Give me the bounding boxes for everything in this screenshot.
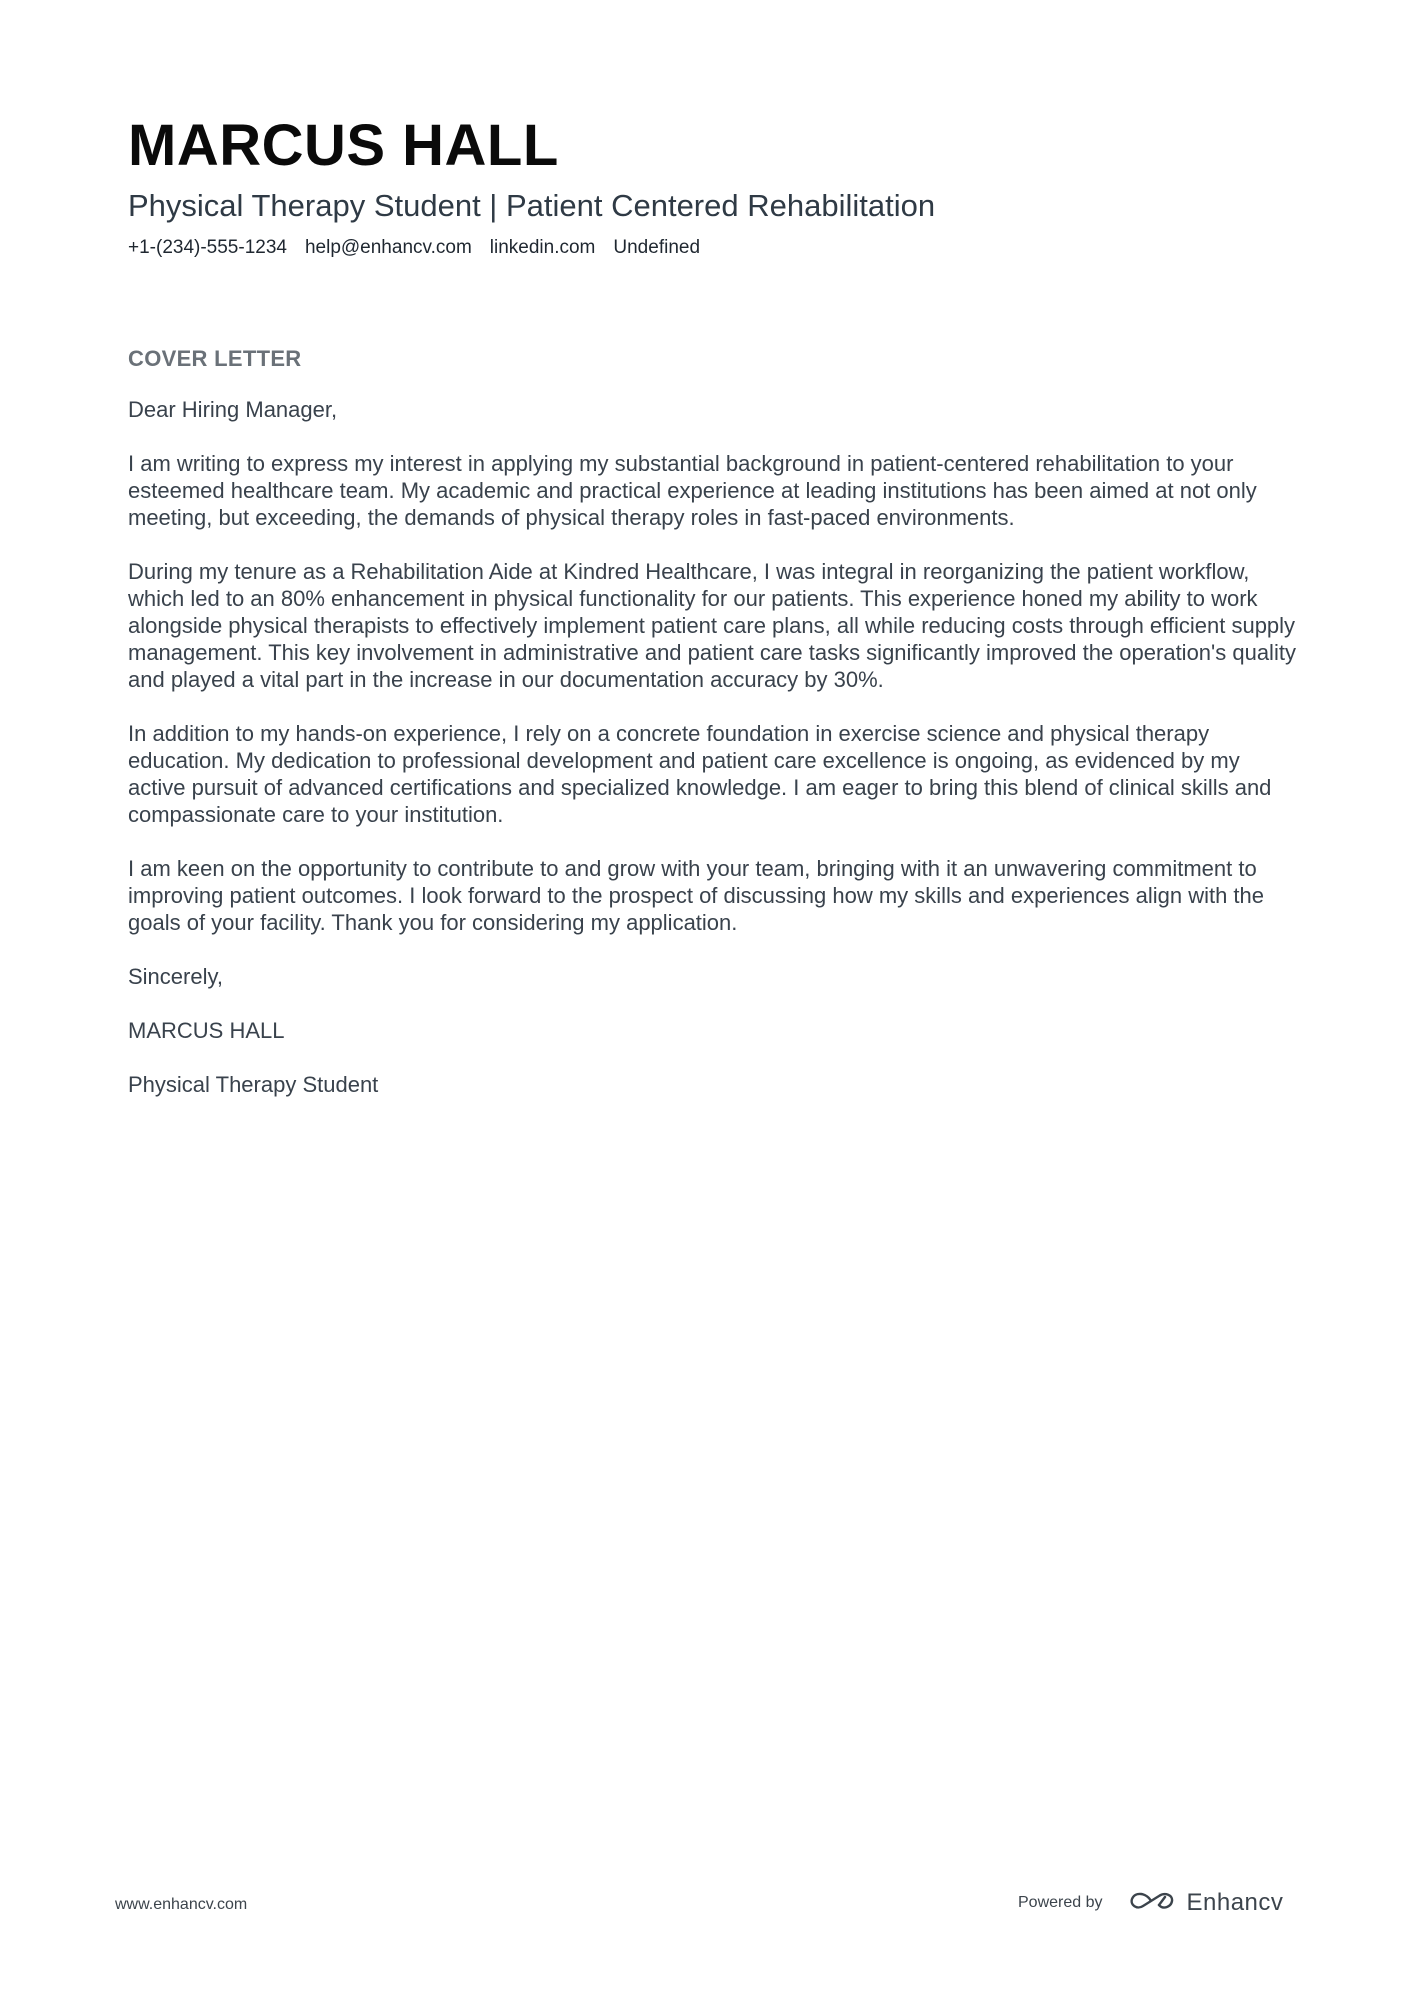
letter-paragraph: I am keen on the opportunity to contribute to and grow with your team, bringing with it an unwavering commitment to improving patient outcomes. I look forward to the prospect of discussing how my skills and experiences align with the goals of your facility. Thank you for considering my application.	[128, 856, 1265, 935]
letter-paragraph: In addition to my hands-on experience, I rely on a concrete foundation in exercise science and physical therapy education. My dedication to professional development and patient care excellence is ongoing, as evidenced by my active pursuit of advanced certifications and specialized knowledge. I am eager to bring this blend of clinical skills and compassionate care to your institution.	[128, 721, 1272, 827]
contact-info	[128, 236, 1288, 260]
enhancv-logo-icon	[1129, 1889, 1175, 1918]
candidate-title: Physical Therapy Student | Patient Centered Rehabilitation	[128, 188, 936, 223]
contact-email[interactable]: help@enhancv.com	[304, 237, 472, 258]
signature-title: Physical Therapy Student	[128, 1072, 379, 1097]
brand-logo[interactable]	[1129, 1889, 1284, 1918]
letter-paragraph: During my tenure as a Rehabilitation Aide at Kindred Healthcare, I was integral in reorganizing the patient workflow, which led to an 80% enhancement in physical functionality for our patients. This experience honed my ability to work alongside physical therapists to effectively implement patient care plans, all while reducing costs through efficient supply management. This key involvement in administrative and patient care tasks significantly improved the operation's quality and played a vital part in the increase in our documentation accuracy by 30%.	[128, 559, 1296, 692]
brand-wordmark: Enhancv	[1186, 1889, 1284, 1916]
salutation: Dear Hiring Manager,	[128, 397, 338, 422]
signature-name: MARCUS HALL	[128, 1018, 285, 1043]
letter-paragraph: I am writing to express my interest in applying my substantial background in patient-centered rehabilitation to your esteemed healthcare team. My academic and practical experience at leading institutions has been aimed at not only meeting, but exceeding, the demands of physical therapy roles in fast-paced environments.	[128, 451, 1257, 530]
footer-branding	[1018, 1888, 1283, 1918]
candidate-name: MARCUS HALL	[128, 113, 559, 178]
contact-location: Undefined	[613, 237, 701, 258]
contact-phone: +1-(234)-555-1234	[128, 237, 287, 258]
resume-header	[128, 112, 1288, 260]
powered-by-label: Powered by	[1018, 1894, 1103, 1911]
cover-letter-body	[128, 344, 1300, 1125]
section-heading: COVER LETTER	[128, 346, 302, 371]
contact-linkedin[interactable]: linkedin.com	[489, 237, 596, 258]
closing: Sincerely,	[128, 964, 223, 989]
footer-website[interactable]: www.enhancv.com	[115, 1896, 248, 1913]
